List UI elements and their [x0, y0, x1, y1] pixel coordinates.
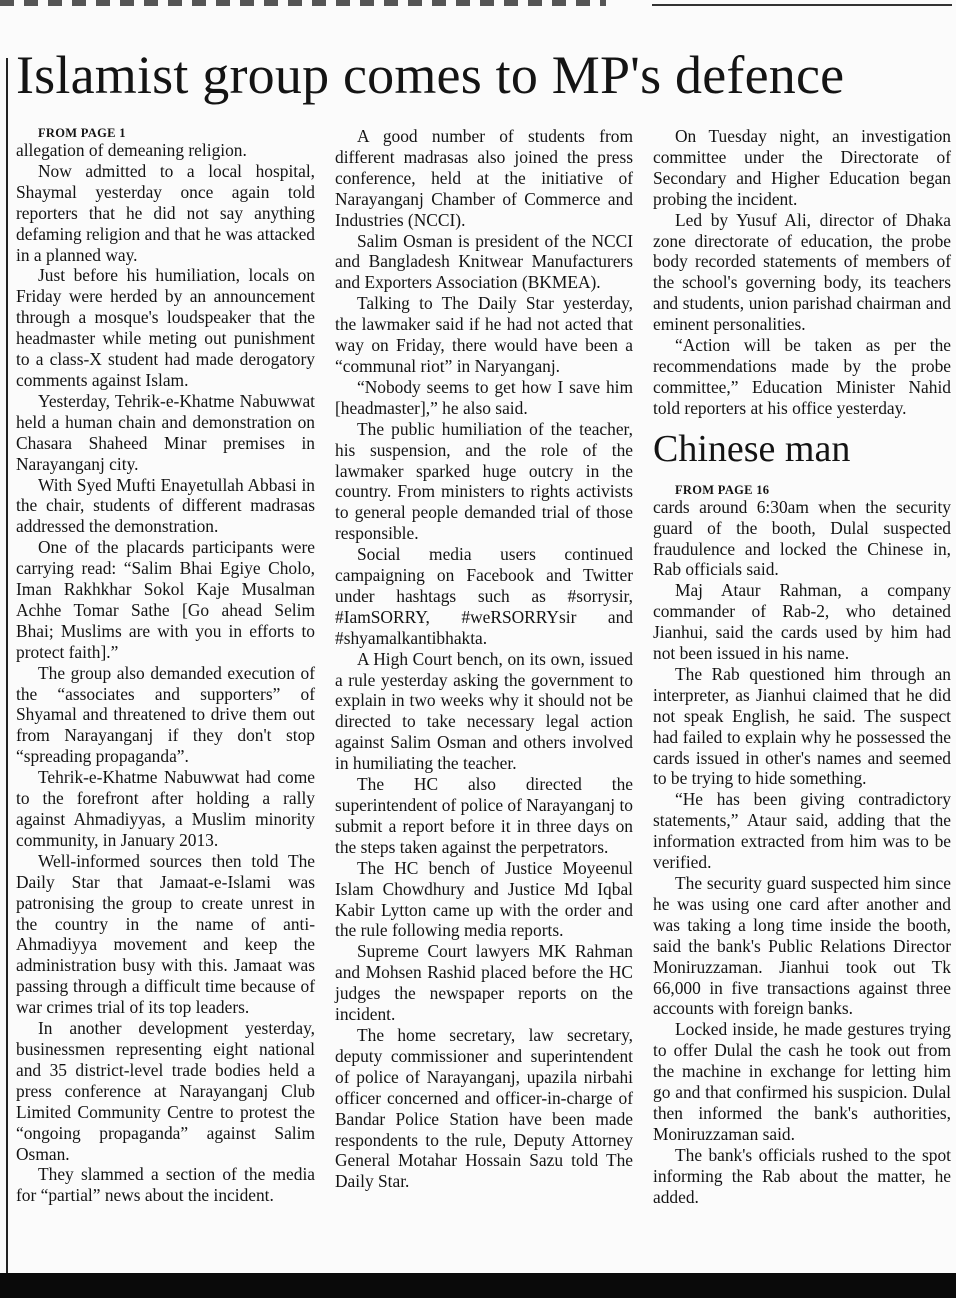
article-paragraph: Maj Ataur Rahman, a company commander of Rab-2, who detained Jianhui, said the cards used by him had not been issued in his name. — [653, 580, 951, 664]
jump-label-page-1: FROM PAGE 1 — [38, 126, 126, 140]
jump-label-page-16: FROM PAGE 16 — [675, 482, 770, 497]
article-paragraph: A good number of students from different madrasas also joined the press conference, held at the initiative of Narayanganj Chamber of Commerce and Industries (NCCI). — [335, 126, 633, 230]
top-rule — [652, 4, 952, 6]
article-paragraph: One of the placards participants were carrying read: “Salim Bhai Egiye Cholo, Iman Rakhkhar Sokol Kaje Musalman Achhe Tomar Sathe [Go ahead Selim Bhai; Muslims are with you in efforts to protect faith].” — [16, 537, 315, 662]
article-paragraph: “He has been giving contradictory statements,” Ataur said, adding that the information extracted from him was to be verified. — [653, 789, 951, 873]
article-paragraph: “Nobody seems to get how I save him [headmaster],” he also said. — [335, 376, 633, 418]
article-paragraph: Salim Osman is president of the NCCI and Bangladesh Knitwear Manufacturers and Exporters Association (BKMEA). — [335, 230, 633, 293]
article-paragraph: The Rab questioned him through an interpreter, as Jianhui claimed that he did not speak English, he said. The suspect had failed to explain why he possessed the cards issued in other's names and seemed to be trying to hide something. — [653, 663, 951, 789]
article-paragraph: They slammed a section of the media for “partial” news about the incident. — [16, 1164, 315, 1206]
article-paragraph: Locked inside, he made gestures trying to offer Dulal the cash he took out from the machine in exchange for letting him go and that confirmed his suspicion. Dulal then informed the bank's authorities, Moniruzzaman said. — [653, 1019, 951, 1144]
bottom-black-bar — [0, 1273, 956, 1298]
article-paragraph: Now admitted to a local hospital, Shaymal yesterday once again told reporters that he did not say anything defaming religion and that he was attacked in a planned way. — [16, 160, 315, 265]
article-column-2 — [335, 126, 633, 1192]
article-paragraph: cards around 6:30am when the security guard of the booth, Dulal suspected fraudulence and locked the Chinese in, Rab officials said. — [653, 496, 951, 580]
article-paragraph: The group also demanded execution of the “associates and supporters” of Shyamal and threatened to drive them out from Narayanganj if they don't stop “spreading propaganda”. — [16, 662, 315, 767]
article-paragraph: The bank's officials rushed to the spot informing the Rab about the matter, he added. — [653, 1144, 951, 1207]
article-column-3 — [653, 126, 951, 1208]
article-paragraph: The HC bench of Justice Moyeenul Islam Chowdhury and Justice Md Iqbal Kabir Lytton came up with the order and the rule following media reports. — [335, 857, 633, 941]
article-paragraph: In another development yesterday, businessmen representing eight national and 35 district-level trade bodies held a press conference at Narayanganj Club Limited Community Centre to protest the “ongoing propaganda” against Salim Osman. — [16, 1018, 315, 1164]
article-paragraph: Yesterday, Tehrik-e-Khatme Nabuwwat held a human chain and demonstration on Chasara Shaheed Minar premises in Narayanganj city. — [16, 390, 315, 474]
article-paragraph: A High Court bench, on its own, issued a rule yesterday asking the government to explain in two weeks why it should not be directed to take necessary legal action against Salim Osman and others involved in humiliating the teacher. — [335, 648, 633, 774]
article-paragraph: With Syed Mufti Enayetullah Abbasi in the chair, students of different madrasas addressed the demonstration. — [16, 474, 315, 537]
article-column-1 — [16, 126, 315, 1206]
article-paragraph: Talking to The Daily Star yesterday, the lawmaker said if he had not acted that way on Friday, there would have been a “communal riot” in Naryanganj. — [335, 293, 633, 376]
article-paragraph: allegation of demeaning religion. — [16, 140, 247, 160]
article-paragraph: Supreme Court lawyers MK Rahman and Mohsen Rashid placed before the HC judges the newspaper reports on the incident. — [335, 941, 633, 1025]
second-story-headline: Chinese man — [653, 427, 851, 470]
article-paragraph: The security guard suspected him since he was using one card after another and was taking a long time inside the booth, said the bank's Public Relations Director Moniruzzaman. Jianhui took out Tk 66,000 in five transactions against three accounts with foreign banks. — [653, 873, 951, 1019]
article-paragraph: The home secretary, law secretary, deputy commissioner and superintendent of police of Narayanganj, upazila nirbahi officer concerned and officer-in-charge of Bandar Police Station have been made respondents to the rule, Deputy Attorney General Motahar Hossain Sazu told The Daily Star. — [335, 1024, 633, 1192]
article-paragraph: Tehrik-e-Khatme Nabuwwat had come to the forefront after holding a rally against Ahmadiyyas, a Muslim minority community, in January 2013. — [16, 767, 315, 850]
article-paragraph: The HC also directed the superintendent of police of Narayanganj to submit a report before it in three days on the steps taken against the perpetrators. — [335, 774, 633, 857]
article-paragraph: Well-informed sources then told The Daily Star that Jamaat-e-Islami was patronising the group to create unrest in the country in the name of anti-Ahmadiyya movement and keep the administration busy with this. Jamaat was passing through a difficult time because of war crimes trial of its top leaders. — [16, 850, 315, 1018]
article-paragraph: The public humiliation of the teacher, his suspension, and the role of the lawmaker sparked huge outcry in the country. From ministers to rights activists to general people demanded trial of those responsible. — [335, 418, 633, 544]
main-headline: Islamist group comes to MP's defence — [16, 45, 845, 105]
article-paragraph: On Tuesday night, an investigation committee under the Directorate of Secondary and Higher Education began probing the incident. — [653, 126, 951, 209]
article-paragraph: Social media users continued campaigning on Facebook and Twitter under hashtags such as #sorrysir, #IamSORRY, #weRSORRYsir and #shyamalkantibhakta. — [335, 544, 633, 648]
top-decorative-border — [0, 0, 606, 6]
left-column-rule — [6, 58, 8, 1273]
article-paragraph: “Action will be taken as per the recommendations made by the probe committee,” Education Minister Nahid told reporters at his office yesterday. — [653, 335, 951, 418]
article-paragraph: Led by Yusuf Ali, director of Dhaka zone directorate of education, the probe body recorded statements of members of the school's governing body, its teachers and students, union parishad chairman and eminent personalities. — [653, 209, 951, 335]
article-paragraph: Just before his humiliation, locals on Friday were herded by an announcement through a mosque's loudspeaker that the headmaster while meting out punishment to a class-X student had made derogatory comments against Islam. — [16, 265, 315, 390]
